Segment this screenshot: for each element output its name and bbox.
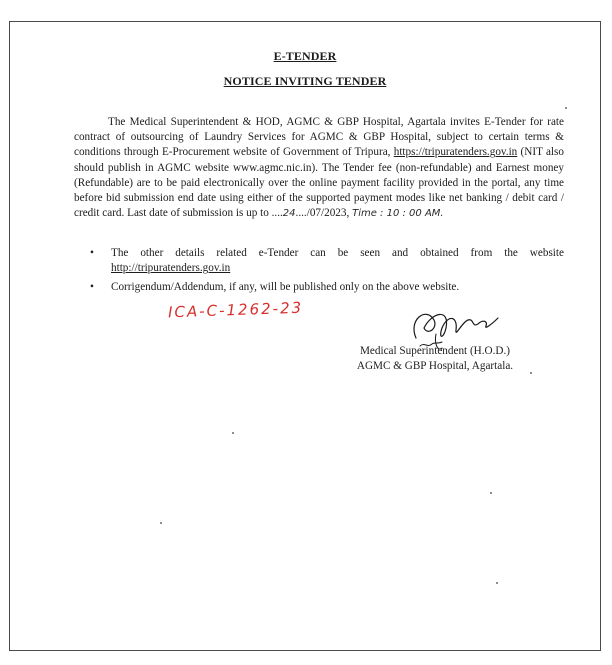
document-page [9, 21, 601, 651]
body-paragraph [74, 115, 564, 221]
bullet-text: Corrigendum/Addendum, if any, will be published only on the above website. [111, 281, 460, 294]
scan-speck [232, 432, 234, 434]
paragraph-text-1: The Medical Superintendent & HOD, AGMC & GBP Hospital, Agartala invites E-Tender for rate contract of outsourcing of Laundry Services for AGMC & GBP Hospital, subject to certain terms & conditions through E-Procurement website of Government of Tripura, [74, 116, 564, 159]
handwritten-time: Time : 10 : 00 AM. [352, 208, 444, 220]
bullet-list [90, 246, 564, 300]
tender-website-link[interactable]: https://tripuratenders.gov.in [393, 146, 518, 159]
scan-speck [496, 582, 498, 584]
signatory-block [335, 344, 535, 374]
handwritten-day: 24 [282, 208, 296, 220]
paragraph-text-3: ..../07/2023, [295, 207, 353, 220]
list-item [90, 246, 564, 276]
scan-speck [530, 372, 532, 374]
scan-speck [490, 492, 492, 494]
signatory-org: AGMC & GBP Hospital, Agartala. [356, 360, 514, 372]
paragraph-text-2: (NIT also should publish in AGMC website www.agmc.nic.in). The Tender fee (non-refundable) and Earnest money (Refundable) are to be paid electronically over the online payment facility provided in the portal, any time before bid submission end date using either of the supported payment modes like net banking / debit card / credit card. Last date of submission is up to .... [74, 146, 564, 220]
document-subtitle: NOTICE INVITING TENDER [223, 74, 387, 88]
document-title: E-TENDER [273, 49, 337, 63]
tender-website-link-2[interactable]: http://tripuratenders.gov.in [111, 262, 231, 275]
scan-speck [160, 522, 162, 524]
bullet-marker: • [90, 247, 94, 259]
handwritten-reference-number: ICA-C-1262-23 [167, 298, 304, 322]
list-item [90, 280, 564, 295]
signatory-title: Medical Superintendent (H.O.D.) [359, 345, 511, 357]
bullet-marker: • [90, 281, 94, 294]
scan-speck [565, 107, 567, 109]
bullet-text: The other details related e-Tender can be seen and obtained from the website [111, 247, 564, 259]
